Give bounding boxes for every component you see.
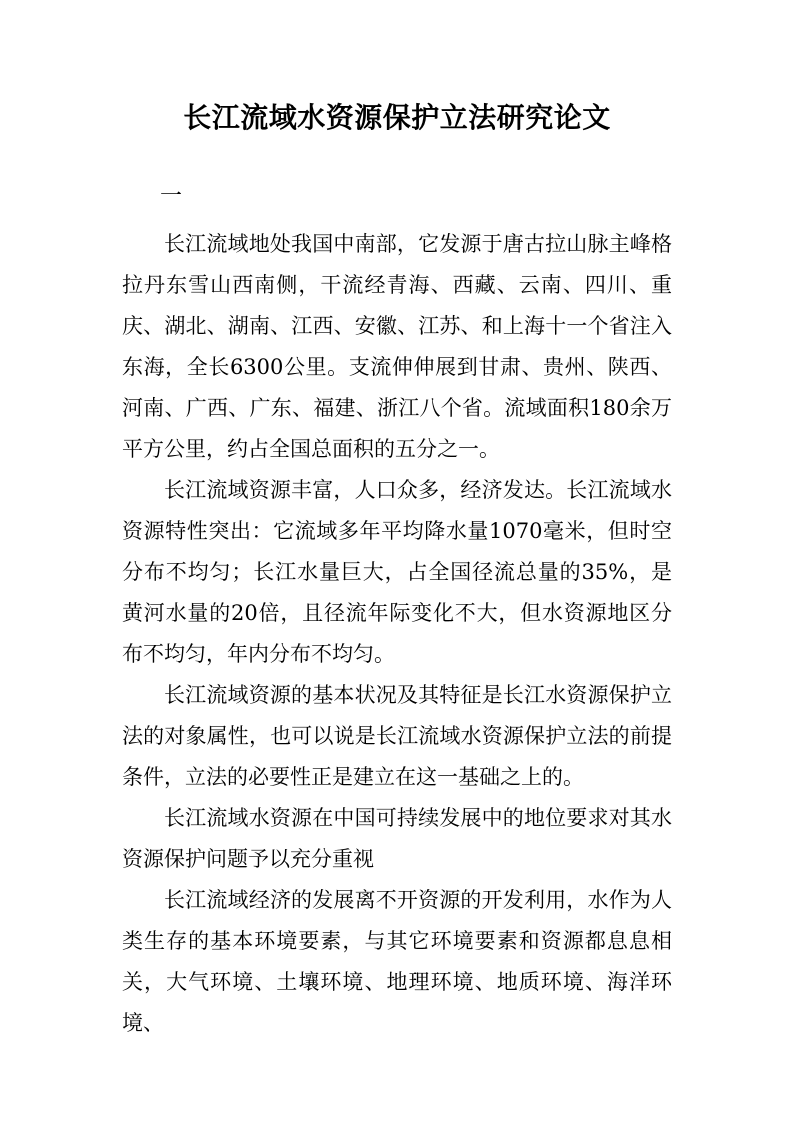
paragraph-4: 长江流域水资源在中国可持续发展中的地位要求对其水资源保护问题予以充分重视 xyxy=(122,806,672,871)
paragraph-2: 长江流域资源丰富，人口众多，经济发达。长江流域水资源特性突出：它流域多年平均降水量1070毫米，但时空分布不均匀；长江水量巨大，占全国径流总量的35%，是黄河水量的20倍，且径流年际变化不大，但水资源地区分布不均匀，年内分布不均匀。 xyxy=(122,478,672,666)
section-number: 一 xyxy=(160,184,183,209)
paragraph-5: 长江流域经济的发展离不开资源的开发利用，水作为人类生存的基本环境要素，与其它环境要素和资源都息息相关，大气环境、土壤环境、地理环境、地质环境、海洋环境、 xyxy=(122,888,672,1035)
paragraph-3: 长江流域资源的基本状况及其特征是长江水资源保护立法的对象属性，也可以说是长江流域水资源保护立法的前提条件，立法的必要性正是建立在这一基础之上的。 xyxy=(122,683,672,789)
document-title: 长江流域水资源保护立法研究论文 xyxy=(183,101,611,134)
document-body xyxy=(122,224,672,1044)
paragraph-1: 长江流域地处我国中南部，它发源于唐古拉山脉主峰格拉丹东雪山西南侧，干流经青海、西藏、云南、四川、重庆、湖北、湖南、江西、安徽、江苏、和上海十一个省注入东海，全长6300公里。支流伸伸展到甘肃、贵州、陕西、河南、广西、广东、福建、浙江八个省。流域面积180余万平方公里，约占全国总面积的五分之一。 xyxy=(122,232,672,461)
